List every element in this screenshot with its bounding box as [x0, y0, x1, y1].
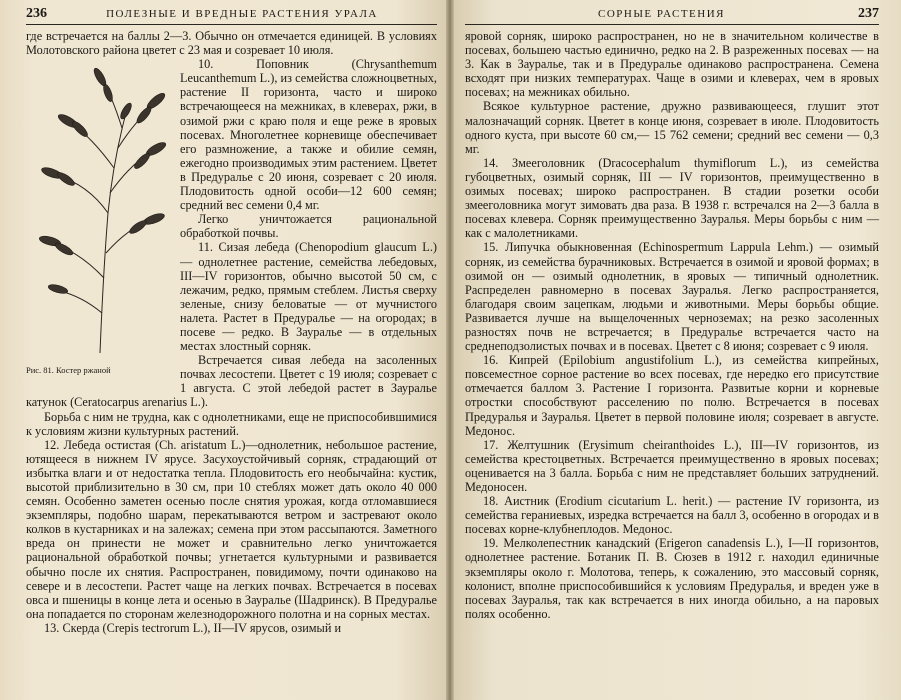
right-running-head — [465, 6, 879, 25]
left-page-number: 236 — [26, 6, 47, 21]
rye-brome-illustration — [30, 63, 170, 353]
right-paragraph: яровой сорняк, широко распространен, но не в значительном количестве в посевах, большею частью единично, редко на 2. В разреженных посевах — на 3. Как в Зауралье, так и в Предуралье одинаково распространена. Семена всходят при низких температурах. Чаще в озими и клеверах, чем в яровых посевах; на межниках обильно. — [465, 29, 879, 100]
right-paragraph: 17. Желтушник (Erysimum cheiranthoides L.), III—IV горизонтов, из семейства крестоцветных. Встречается преимущественно в яровых посевах; оценивается на 3 балла. Борьба с ним не представляет больших затруднений. Медоносен. — [465, 437, 879, 494]
right-page — [449, 0, 901, 700]
left-paragraph: где встречается на баллы 2—3. Обычно он отмечается единицей. В условиях Молотовского района цветет с 23 мая и созревает 10 июля. — [26, 29, 437, 58]
book-gutter — [446, 0, 454, 700]
left-paragraph: Борьба с ним не трудна, как с однолетниками, еще не приспособившимися к условиям жизни культурных растений. — [26, 409, 437, 438]
right-paragraph: 18. Аистник (Erodium cicutarium L. herit.) — растение IV горизонта, из семейства гераниевых, изредка встречается на балл 3, особенно в огородах и в посевах корне-клубнеплодов. Медонос. — [465, 494, 879, 537]
left-page — [0, 0, 449, 700]
right-running-title: СОРНЫЕ РАСТЕНИЯ — [597, 8, 725, 20]
right-paragraph: 19. Мелколепестник канадский (Erigeron canadensis L.), I—II горизонтов, однолетнее растение. Ботаник П. В. Сюзев в 1912 г. находил единичные экземпляры около г. Молотова, теперь, к сожалению, это массовый сорняк, колонист, вполне приспособившийся к условиям Предуралья, и вреден уже в посевах Зауралья, так как встречается в них иногда обильно, а на паровых полях особенно. — [465, 536, 879, 621]
left-paragraph: 11. Сизая лебеда (Chenopodium glaucum L.) — однолетнее растение, семейства лебедовых, III—IV горизонтов, обычно высотой 50 см, с лежачим, редко, прямым стеблем. Листья сверху зеленые, снизу беловатые — от мучнистого налета. Растет в Предуралье — на огородах; в посеве — редко. В Зауралье — в отдельных местах злостный сорняк. — [180, 240, 437, 354]
left-paragraph: 10. Поповник (Chrysanthemum Leucanthemum L.), из семейства сложноцветных, растение II горизонта, часто и широко встречающееся на межниках, в клеверах, ржи, в озимой ржи с краю поля и еще реже в яровых посевах. Многолетнее корневище обеспечивает его размножение, а также и обилие семян, ежегодно производимых этим растением. Цветет в Предуралье с 20 июня, созревает с 20 июля. Плодовитость одной особи—12 600 семян; средний вес семени 0,4 мг. — [180, 57, 437, 213]
left-paragraph: Легко уничтожается рациональной обработкой почвы. — [180, 212, 437, 241]
right-paragraph: 14. Змееголовник (Dracocephalum thymiflorum L.), из семейства губоцветных, озимый сорняк, III — IV горизонтов, преимущественно в озимых посевах; широко распространен. В стадии розетки особи змееголовника могут зимовать два раза. В 1938 г. встречался на 2—3 балла в посевах клевера. Сорняк преимущественно Зауралья. Меры борьбы с ним — как с малолетниками. — [465, 155, 879, 241]
right-paragraph: 16. Кипрей (Epilobium angustifolium L.), из семейства кипрейных, повсеместное сорное растение во всех посевах, где нередко его присутствие отмечается баллом 3. Растение I горизонта. Развитые корни и корневые отростки способствуют расселению по полю. Встречается в посевах Предуралья и Зауралья. Цветет в первой половине июля; созревает в августе. Медонос. — [465, 353, 879, 438]
figure-rye-brome — [26, 63, 174, 383]
right-paragraph: Всякое культурное растение, дружно развивающееся, глушит этот малозначащий сорняк. Цветет в конце июня, созревает в июле. Плодовитость одного куста, при высоте 60 см,— 15 762 семени; средний вес семени — 0,3 мг. — [465, 99, 879, 156]
right-page-number: 237 — [858, 6, 879, 21]
figure-caption: Рис. 81. Костер ржаной — [26, 365, 111, 376]
left-paragraph: 12. Лебеда остистая (Ch. aristatum L.)—однолетник, небольшое растение, ютящееся в нижнем IV ярусе. Засухоустойчивый сорняк, страдающий от избытка влаги и от недостатка тепла. Плодовитость его необычайна: кустик, высотой приблизительно в 30 см, при 10 стеблях может дать около 40 000 семян. Особенно заметен осенью после снятия урожая, когда отломавшиеся экземпляры, подобно шарам, перекатываются ветром и застревают около колков в кустарниках и на залежах; семена при этом рассыпаются. Заметного вреда он принести не может и сравнительно легко уничтожается рациональной обработкой почвы; угнетается культурными и развивается обычно после их снятия. Распространен, повидимому, почти одинаково на севере и в лесостепи. Растет чаще на легких почвах. Встречается в посевах овса и пшеницы в конце лета и осенью в Зауралье (Шадринск). В Предуралье она попадается по сторонам железнодорожного полотна и на сорных местах. — [26, 437, 437, 621]
left-running-title: ПОЛЕЗНЫЕ И ВРЕДНЫЕ РАСТЕНИЯ УРАЛА — [106, 8, 378, 20]
right-paragraph: 15. Липучка обыкновенная (Echinospermum Lappula Lehm.) — озимый сорняк, из семейства бурачниковых. Встречается в озимой и яровой формах; в озимой он — озимый однолетник, в яровых — типичный однолетник. Распределен равномерно в посевах Зауралья. Легко распространяется, благодаря своим зацепкам, людьми и животными. Меры борьбы общие. Развивается лучше на выщелоченных черноземах; на резко засоленных разностях почв не встречается; в Предуралье встречается часто на среднеподзолистых почвах и в посевах. Цветет с 8 июня; созревает с 9 июля. — [465, 240, 879, 354]
left-paragraph: 13. Скерда (Crepis tectrorum L.), II—IV ярусов, озимый и — [44, 620, 342, 635]
left-running-head — [26, 6, 437, 25]
left-paragraph: Встречается сивая лебеда на засоленных почвах лесостепи. Цветет с 19 июля; созревает с 1 августа. С этой лебедой растет в Зауралье катунок (Ceratocarpus arenarius L.). — [26, 353, 437, 410]
